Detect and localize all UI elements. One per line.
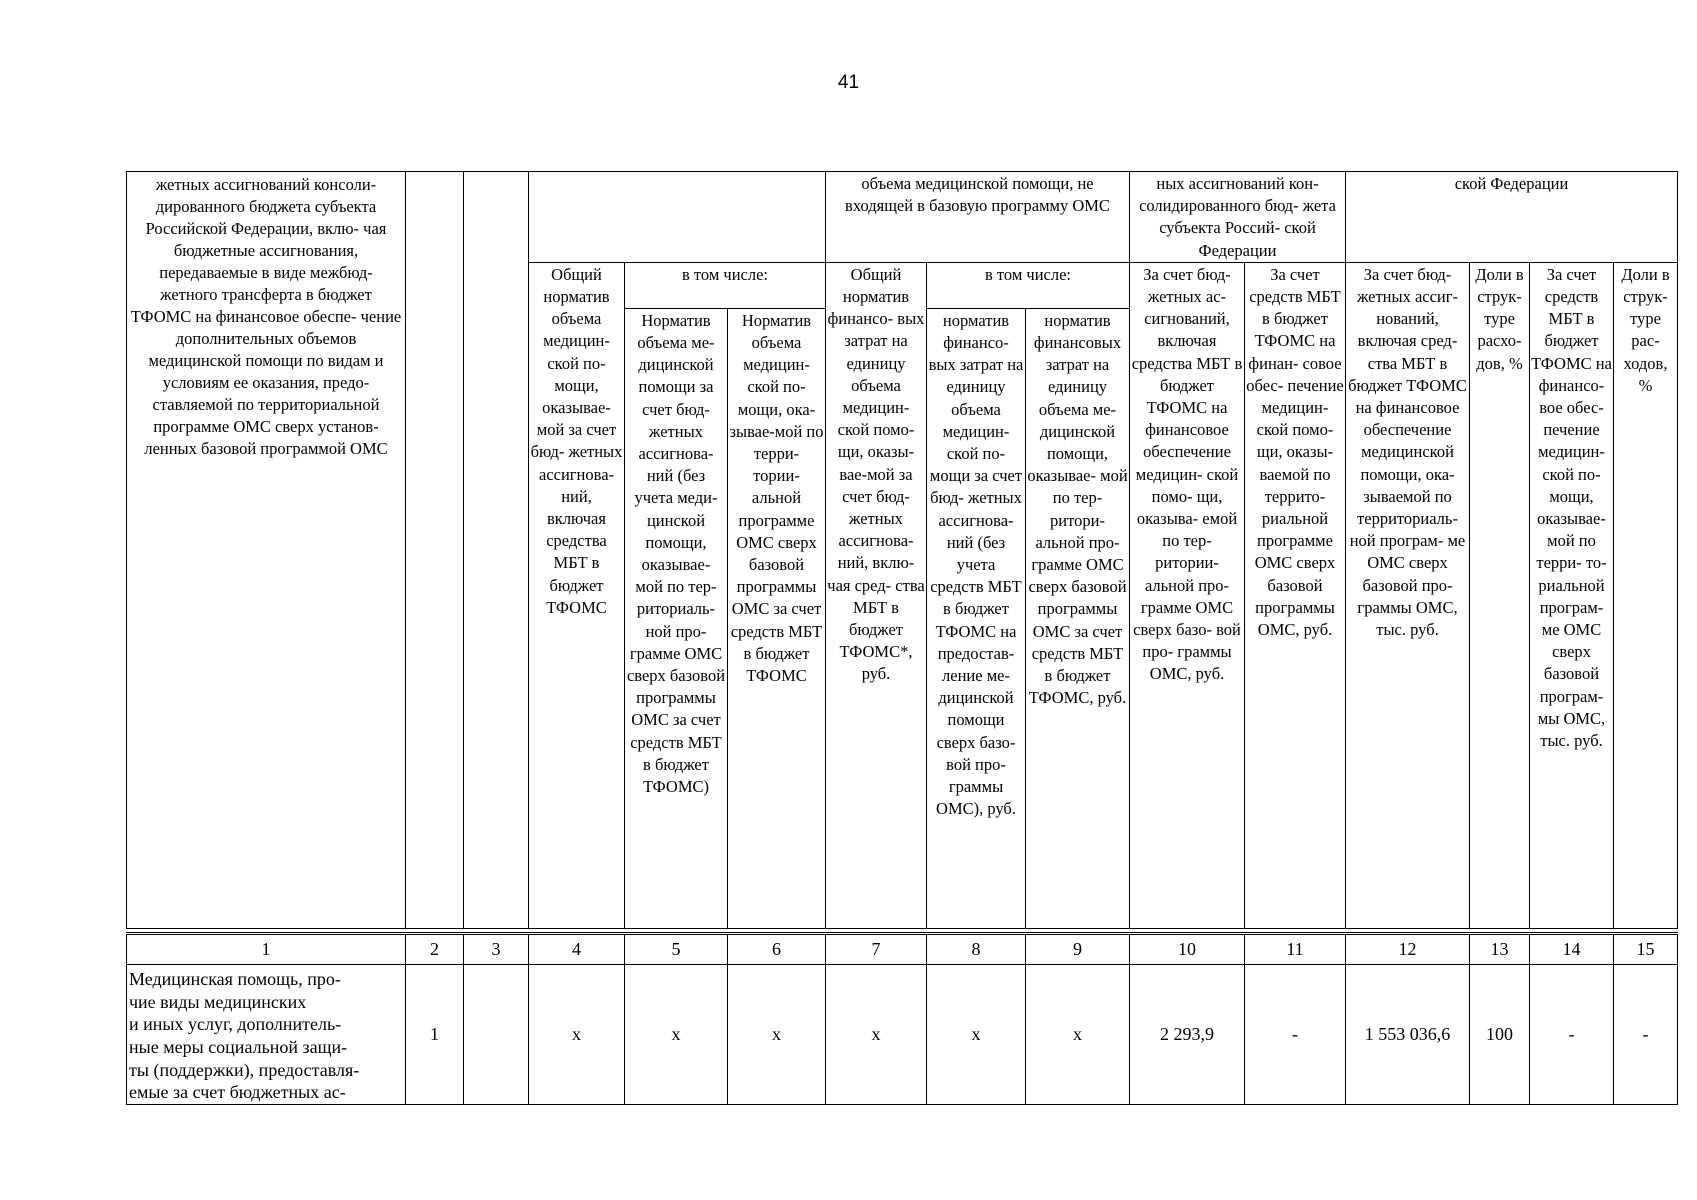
table-cell: 100 [1470,965,1530,1105]
header-group-10-11: ных ассигнований кон- солидированного бюд- жета субъекта Россий- ской Федерации [1130,172,1346,263]
header-col6: Норматив объема медицин- ской по- мощи, ока- зывае-мой по терри- тории- альной программе ОМС сверх базовой программы ОМС за счет средств МБТ в бюджет ТФОМС [728,308,826,928]
table-row [127,965,1678,1105]
header-group-7-9: объема медицинской помощи, не входящей в базовую программу ОМС [826,172,1130,263]
header-col1: жетных ассигнований консоли- дированного бюджета субъекта Российской Федерации, вклю- чая бюджетные ассигнования, передаваемые в виде межбюд- жетного трансферта в бюджет ТФОМС на финансовое обеспе- чение дополнительных объемов медицинской помощи по видам и условиям ее оказания, предо- ставляемой по территориальной программе ОМС сверх установ- ленных базовой программой ОМС [127,172,406,929]
header-col10: За счет бюд- жетных ас- сигнований, включая средства МБТ в бюджет ТФОМС на финансовое обеспечение медицин- ской помо- щи, оказыва- емой по тер- ритории- альной про- грамме ОМС сверх базо- вой про- граммы ОМС, руб. [1130,262,1245,928]
column-number: 9 [1026,934,1130,965]
column-number: 13 [1470,934,1530,965]
row-name-cell: Медицинская помощь, про- чие виды медицинских и иных услуг, дополнитель- ные меры социальной защи- ты (поддержки), предоставля- емые за счет бюджетных ас- [127,965,406,1105]
column-number: 1 [127,934,406,965]
header-col15: Доли в струк- туре рас- ходов, % [1614,262,1678,928]
table-cell: 1 [406,965,464,1105]
table-cell: х [625,965,728,1105]
header-col4: Общий норматив объема медицин- ской по- мощи, оказывае- мой за счет бюд- жетных ассигнова- ний, включая средства МБТ в бюджет ТФОМС [529,262,625,928]
header-col3 [464,172,529,929]
table-cell: 1 553 036,6 [1346,965,1470,1105]
column-number: 5 [625,934,728,965]
table-cell [464,965,529,1105]
column-number: 15 [1614,934,1678,965]
column-number: 10 [1130,934,1245,965]
column-number-row [127,934,1678,965]
header-col8: норматив финансо- вых затрат на единицу объема медицин- ской по- мощи за счет бюд- жетных ассигнова- ний (без учета средств МБТ в бюджет ТФОМС на предостав- ление ме- дицинской помощи сверх базо- вой про- граммы ОМС), руб. [927,308,1026,928]
header-col13: Доли в струк- туре расхо- дов, % [1470,262,1530,928]
column-number: 4 [529,934,625,965]
table-cell: - [1245,965,1346,1105]
header-col9: норматив финансовых затрат на единицу объема ме- дицинской помощи, оказывае- мой по тер- ритори- альной про- грамме ОМС сверх базовой программы ОМС за счет средств МБТ в бюджет ТФОМС, руб. [1026,308,1130,928]
page-number: 41 [837,72,860,93]
column-number: 14 [1530,934,1614,965]
header-col11: За счет средств МБТ в бюджет ТФОМС на финан- совое обес- печение медицин- ской помо- щи, оказы- ваемой по террито- риальной программе ОМС сверх базовой программы ОМС, руб. [1245,262,1346,928]
column-number: 7 [826,934,927,965]
table-cell: х [728,965,826,1105]
column-number: 2 [406,934,464,965]
column-number: 12 [1346,934,1470,965]
header-in-that-number-1: в том числе: [625,262,826,308]
table-cell: х [826,965,927,1105]
table-cell: х [1026,965,1130,1105]
header-col14: За счет средств МБТ в бюджет ТФОМС на финансо- вое обес- печение медицин- ской по- мощи, оказывае- мой по терри- то- риальной програм- ме ОМС сверх базовой програм- мы ОМС, тыс. руб. [1530,262,1614,928]
table-cell: х [529,965,625,1105]
header-col5: Норматив объема ме- дицинской помощи за счет бюд- жетных ассигнова- ний (без учета меди- цинской помощи, оказывае- мой по тер- риториаль- ной про- грамме ОМС сверх базовой программы ОМС за счет средств МБТ в бюджет ТФОМС) [625,308,728,928]
header-col2 [406,172,464,929]
column-number: 8 [927,934,1026,965]
table-cell: - [1530,965,1614,1105]
table-cell: - [1614,965,1678,1105]
header-col7: Общий норматив финансо- вых затрат на единицу объема медицин- ской помо- щи, оказы- вае-мой за счет бюд- жетных ассигнова- ний, вклю- чая сред- ства МБТ в бюджет ТФОМС*, руб. [826,262,927,928]
table-cell: х [927,965,1026,1105]
column-number: 3 [464,934,529,965]
column-number: 11 [1245,934,1346,965]
column-number: 6 [728,934,826,965]
header-in-that-number-2: в том числе: [927,262,1130,308]
header-group-12-15: ской Федерации [1346,172,1678,263]
header-col12: За счет бюд- жетных ассиг- нований, включая сред- ства МБТ в бюджет ТФОМС на финансовое обеспечение медицинской помощи, ока- зываемой по территориаль- ной програм- ме ОМС сверх базовой про- граммы ОМС, тыс. руб. [1346,262,1470,928]
header-group-4-6 [529,172,826,263]
table-header [126,171,1678,929]
table-body [126,932,1678,1105]
table-cell: 2 293,9 [1130,965,1245,1105]
